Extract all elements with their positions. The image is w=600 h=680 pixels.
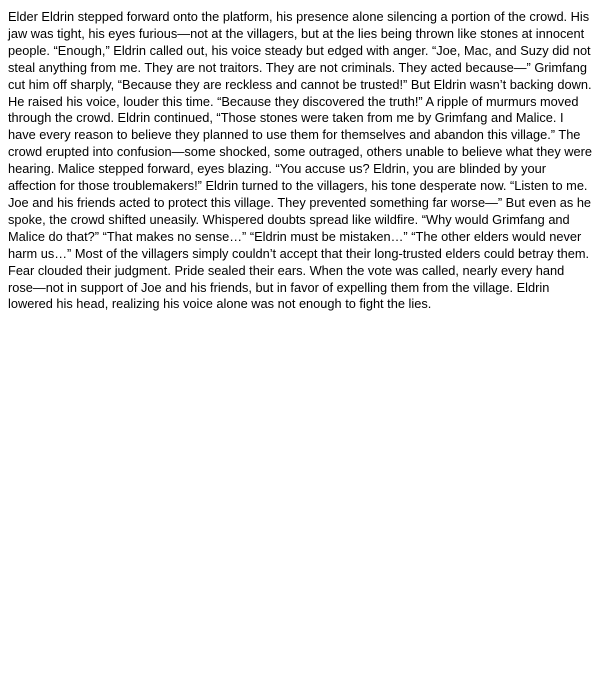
text-line: Malice do that?” “That makes no sense…” “Eldrin must be mistaken…” “The other elders would never [8, 228, 582, 244]
story-paragraph [0, 0, 600, 313]
text-line: lowered his head, realizing his voice alone was not enough to fight the lies. [8, 296, 432, 312]
text-line: affection for those troublemakers!” Eldrin turned to the villagers, his tone desperate now. “Listen to me. [8, 178, 588, 194]
text-line: jaw was tight, his eyes furious—not at the villagers, but at the lies being thrown like stones at innocent [8, 25, 585, 41]
text-line: Elder Eldrin stepped forward onto the platform, his presence alone silencing a portion of the crowd. His [8, 9, 590, 24]
text-line: cut him off sharply, “Because they are reckless and cannot be trusted!” But Eldrin wasn’t backing down. [8, 76, 592, 92]
text-line: He raised his voice, louder this time. “Because they discovered the truth!” A ripple of murmurs moved [8, 93, 579, 109]
text-line: crowd erupted into confusion—some shocked, some outraged, others unable to believe what they were [8, 144, 593, 160]
text-line: steal anything from me. They are not traitors. They are not criminals. They acted because—” Grimfang [8, 59, 587, 75]
text-line: hearing. Malice stepped forward, eyes blazing. “You accuse us? Eldrin, you are blinded by your [8, 161, 547, 177]
text-line: Joe and his friends acted to protect this village. They prevented something far worse—” But even as he [8, 194, 592, 210]
text-line: harm us…” Most of the villagers simply couldn’t accept that their long-trusted elders could betray them. [8, 245, 590, 261]
text-line: Fear clouded their judgment. Pride sealed their ears. When the vote was called, nearly every hand [8, 262, 565, 278]
text-line: rose—not in support of Joe and his friends, but in favor of expelling them from the village. Eldrin [8, 279, 550, 295]
text-line: have every reason to believe they planned to use them for themselves and abandon this village.” The [8, 127, 581, 143]
text-line: spoke, the crowd shifted uneasily. Whispered doubts spread like wildfire. “Why would Grimfang and [8, 211, 570, 227]
text-line: people. “Enough,” Eldrin called out, his voice steady but edged with anger. “Joe, Mac, and Suzy did not [8, 42, 591, 58]
text-line: through the crowd. Eldrin continued, “Those stones were taken from me by Grimfang and Malice. I [8, 110, 564, 126]
